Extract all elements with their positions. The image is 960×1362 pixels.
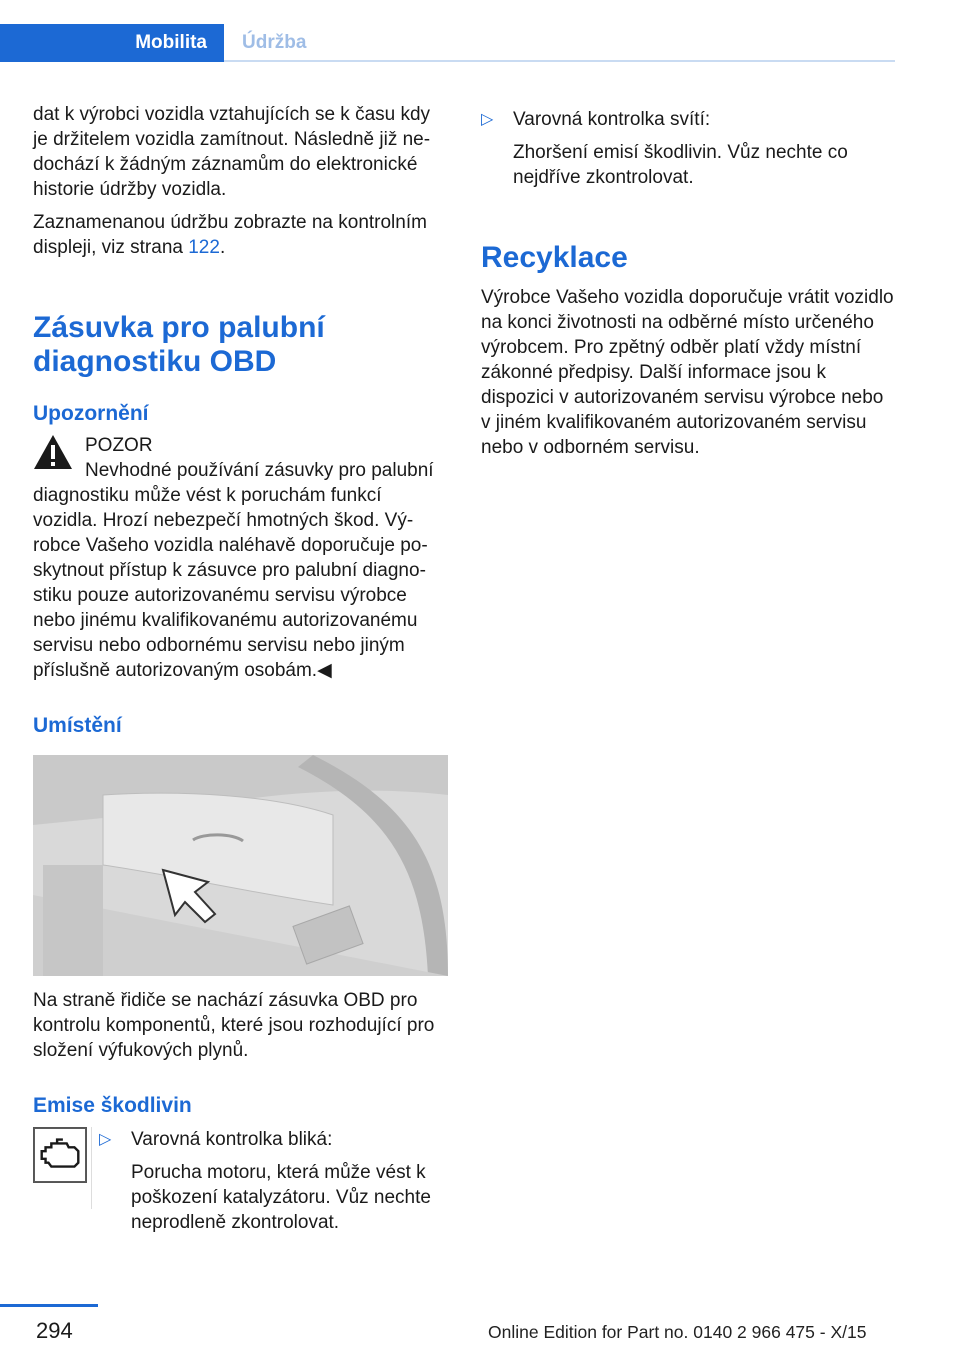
warning-triangle-icon — [33, 434, 73, 470]
warning-text: Nevhodné používání zásuvky pro palubní diagnostiku může vést k poruchám funkcí vozidla. Hrozí nebezpečí hmotných škod. Výrobce Vašeho vozidla naléhavě doporučuje poskytnout přístup k zásuvce pro palubní diagnostiku pouze autorizovanému servisu výrobce nebo jinému kvalifikovanému autorizovanému servisu nebo odbornému servisu nebo jiným příslušně autorizovaným osobám.◀ — [33, 460, 434, 681]
page-number-bar — [0, 1304, 98, 1307]
subheading-emissions: Emise škodlivin — [33, 1094, 192, 1117]
photo-illustration — [33, 755, 448, 976]
bullet-blinking — [99, 1127, 448, 1152]
engine-check-icon — [33, 1127, 87, 1183]
bullet1-title: Varovná kontrolka bliká: — [131, 1129, 333, 1150]
warning-title: POZOR — [85, 435, 153, 456]
obd-location-photo — [33, 755, 448, 976]
bullet-marker: ▷ — [99, 1131, 112, 1148]
bullet-lit — [481, 107, 896, 132]
heading-obd: Zásuvka pro palubní diagnostiku OBD — [33, 311, 325, 378]
icon-divider — [91, 1127, 92, 1209]
footer-edition: Online Edition for Part no. 0140 2 966 475 - X/15 — [488, 1322, 867, 1342]
warning-block — [33, 433, 448, 683]
page-number: 294 — [36, 1318, 73, 1343]
subheading-location: Umístění — [33, 714, 122, 737]
page-link[interactable]: 122 — [188, 237, 220, 258]
subheading-notice: Upozornění — [33, 402, 149, 425]
heading-recycle: Recyklace — [481, 241, 628, 274]
bullet1-text: Porucha motoru, která může vést k poškození katalyzátoru. Vůz nechte neprodleně zkontrolovat. — [131, 1162, 431, 1233]
emissions-block — [33, 1127, 448, 1235]
location-text: Na straně řidiče se nachází zásuvka OBD pro kontrolu komponentů, které jsou rozhodující pro složení výfukových plynů. — [33, 990, 435, 1061]
pointer-arrow-icon — [153, 860, 223, 930]
left-column — [33, 102, 448, 1235]
intro-paragraph: dat k výrobci vozidla vztahujících se k času kdy je držitelem vozidla zamítnout. Následně již nedochází k žádným záznamům do elektronické historie údržby vozidla. — [33, 104, 431, 200]
recycle-text: Výrobce Vašeho vozidla doporučuje vrátit vozidlo na konci životnosti na odběrné místo určeného výrobcem. Pro zpětný odběr platí vždy místní zákonné předpisy. Další informace jsou k dispozici v autorizovaném servisu výrobce nebo v jiném kvalifikovaném autorizovaném servisu nebo v odborném servisu. — [481, 287, 894, 458]
bullet2-text: Zhoršení emisí škodlivin. Vůz nechte co nejdříve zkontrolovat. — [513, 142, 848, 188]
tab-mobilita[interactable]: Mobilita — [0, 24, 224, 62]
right-column — [481, 107, 896, 460]
bullet2-title: Varovná kontrolka svítí: — [513, 109, 711, 130]
tab-udrzba[interactable]: Údržba — [242, 32, 307, 53]
header-tabs — [0, 24, 895, 62]
bullet-marker: ▷ — [481, 111, 494, 128]
header-rule — [224, 60, 895, 62]
display-paragraph: Zaznamenanou údržbu zobrazte na kontrolním displeji, viz strana 122. — [33, 212, 427, 258]
